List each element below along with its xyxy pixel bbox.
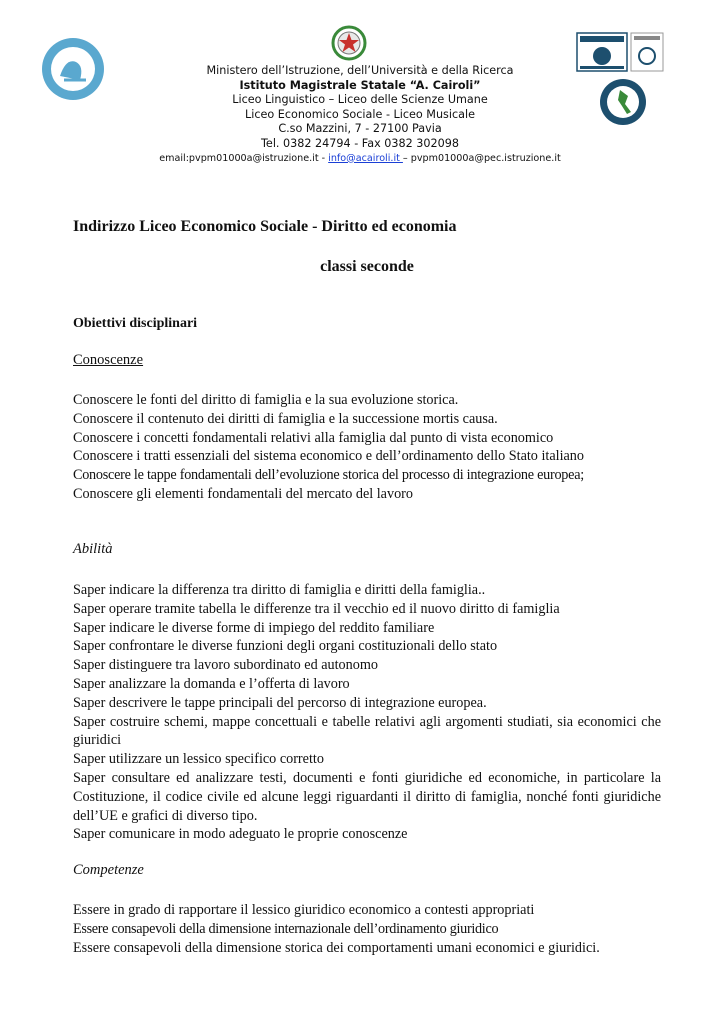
list-item: Essere consapevoli della dimensione storica dei comportamenti umani economici e giuridici. [73,939,600,956]
italian-republic-emblem-icon [331,24,367,62]
institute-name: Istituto Magistrale Statale “A. Cairoli” [239,78,481,92]
school-types-line-2: Liceo Economico Sociale - Liceo Musicale [245,107,475,121]
list-item: Saper utilizzare un lessico specifico corretto [73,751,324,768]
list-item: Saper comunicare in modo adeguato le proprie conoscenze [73,826,408,843]
email-text: email:pvpm01000a@istruzione.it - [159,152,329,164]
list-item: Saper operare tramite tabella le differenze tra il vecchio ed il nuovo diritto di famiglia [73,600,560,617]
ministry-line: Ministero dell’Istruzione, dell’Università e della Ricerca [206,64,514,77]
abilita-list [73,581,661,844]
list-item: Conoscere le tappe fondamentali dell’evoluzione storica del processo di integrazione europea; [73,467,584,484]
cert-mark-logo [630,32,664,72]
list-item: Saper indicare la differenza tra diritto di famiglia e diritti della famiglia.. [73,582,486,598]
document-title: Indirizzo Liceo Economico Sociale - Diritto ed economia [73,218,457,235]
letterhead [110,64,610,166]
list-item: Saper indicare le diverse forme di impiego del reddito familiare [73,619,435,636]
list-item: Saper confrontare le diverse funzioni degli organi costituzionali dello stato [73,638,498,655]
competenze-list [73,901,661,957]
pec-email-text: – pvpm01000a@pec.istruzione.it [402,152,561,164]
list-item: Conoscere le fonti del diritto di famiglia e la sua evoluzione storica. [73,392,459,408]
address-line: C.so Mazzini, 7 - 27100 Pavia [278,122,442,136]
list-item: Essere in grado di rapportare il lessico giuridico economico a contesti appropriati [73,902,535,918]
abilita-heading: Abilità [73,541,113,557]
competenze-heading: Competenze [73,862,144,878]
list-item: Saper descrivere le tappe principali del percorso di integrazione europea. [73,694,487,711]
list-item: Saper costruire schemi, mappe concettuali e tabelle relativi agli argomenti studiati, sia economici che giuridici [73,713,661,749]
info-email-link[interactable]: info@acairoli.it [328,152,403,164]
list-item: Conoscere gli elementi fondamentali del mercato del lavoro [73,485,413,502]
list-item: Saper consultare ed analizzare testi, documenti e fonti giuridiche ed economiche, in particolare la Costituzione, il codice civile ed alcune leggi riguardanti il diritto di famiglia, nonché fonti giuridiche dell’UE e grafici di diverso tipo. [73,769,661,824]
list-item: Conoscere il contenuto dei diritti di famiglia e la successione mortis causa. [73,410,498,427]
school-types-line: Liceo Linguistico – Liceo delle Scienze Umane [232,93,488,107]
document-subtitle: classi seconde [320,258,414,275]
conoscenze-heading: Conoscenze [73,352,144,368]
list-item: Saper distinguere tra lavoro subordinato ed autonomo [73,657,378,674]
list-item: Conoscere i tratti essenziali del sistema economico e dell’ordinamento dello Stato italiano [73,448,584,465]
list-item: Saper analizzare la domanda e l’offerta di lavoro [73,675,350,692]
objectives-heading: Obiettivi disciplinari [73,316,198,331]
phone-line: Tel. 0382 24794 - Fax 0382 302098 [261,136,459,150]
list-item: Conoscere i concetti fondamentali relativi alla famiglia dal punto di vista economico [73,429,554,446]
email-line [110,152,610,167]
conoscenze-list [73,391,661,504]
list-item: Essere consapevoli della dimensione internazionale dell’ordinamento giuridico [73,920,499,937]
school-logo [40,36,106,102]
